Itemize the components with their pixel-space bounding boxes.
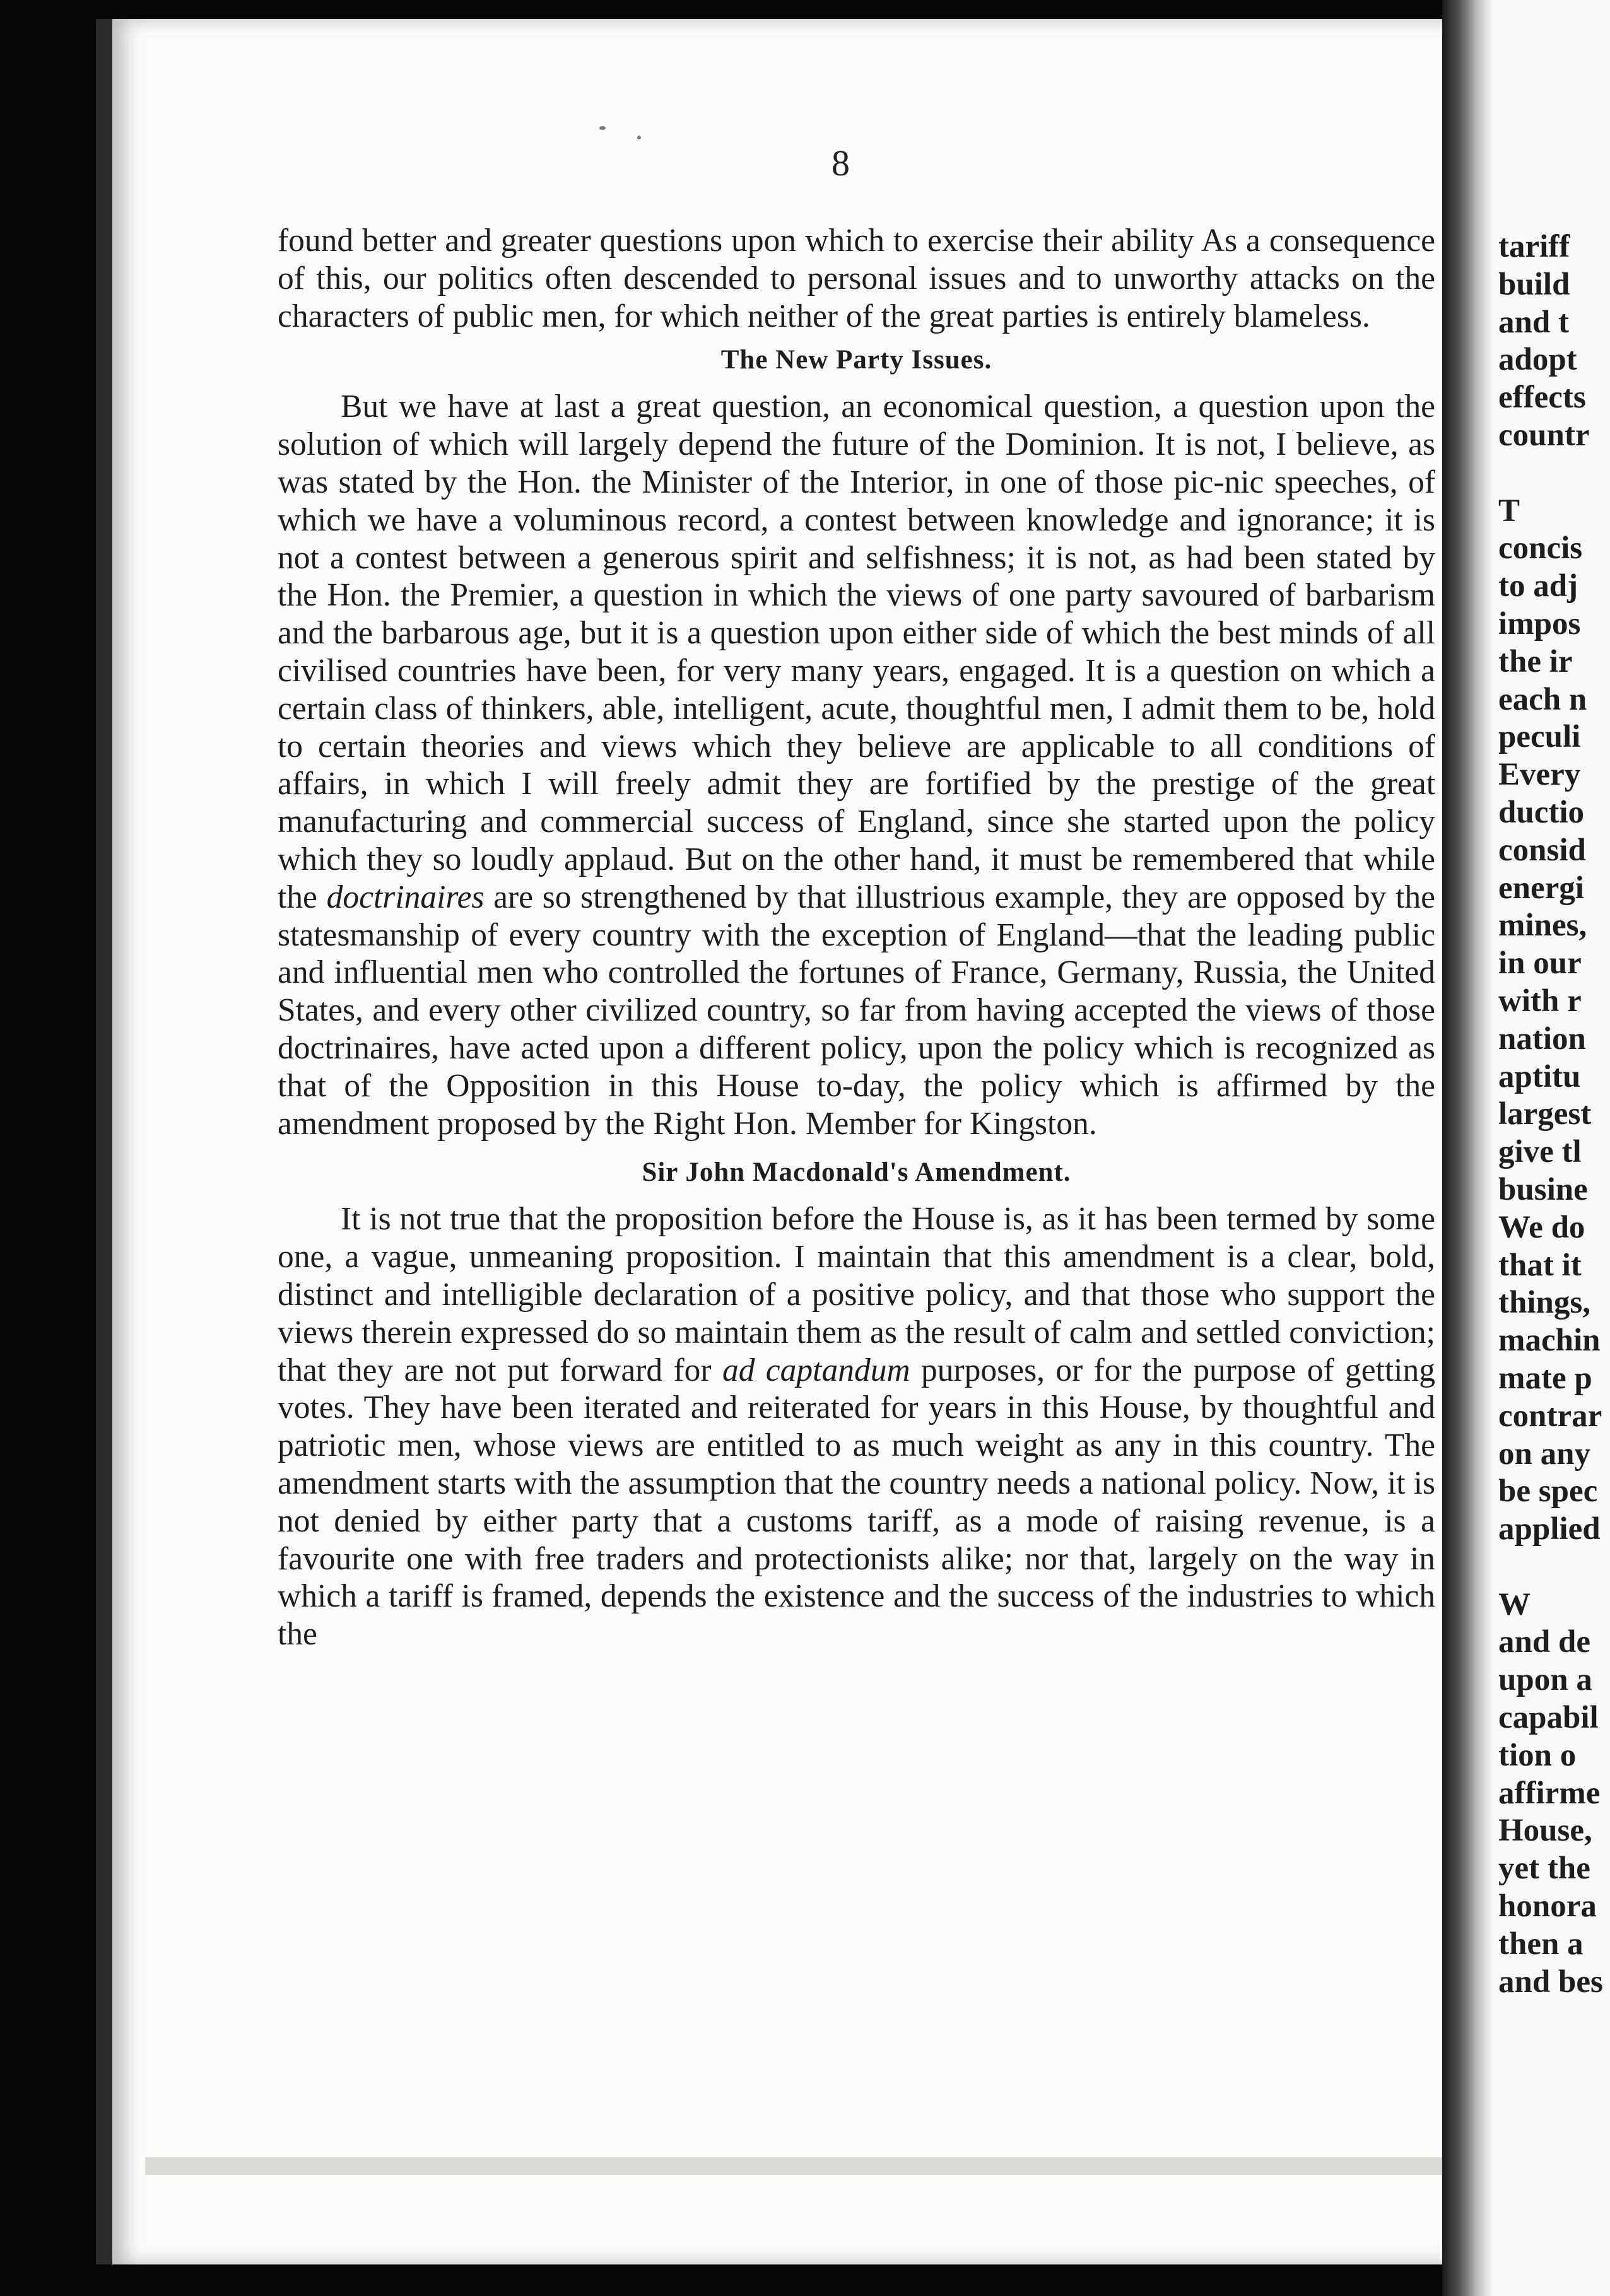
right-page-line: that it: [1498, 1247, 1582, 1283]
page-speck: [599, 126, 606, 130]
section-heading-new-party-issues: The New Party Issues.: [720, 345, 992, 375]
right-page-line: in our: [1498, 946, 1582, 981]
right-page-line: on any: [1498, 1436, 1590, 1472]
right-page-line: honora: [1498, 1889, 1597, 1924]
right-page-line: tion o: [1498, 1737, 1577, 1773]
right-page-line: We do: [1498, 1209, 1585, 1245]
right-page-line: give tl: [1498, 1134, 1582, 1170]
right-page-line: aptitu: [1498, 1058, 1581, 1094]
paragraph-2-part-a: But we have at last a great question, an economical question, a question upon the solution of which will largely depend the future of the Dominion. It is not, I believe, as was stated by the Hon. the Minister of the Interior, in one of those pic-nic speeches, of which we have a voluminous record, a contest between knowledge and ignorance; it is not a contest between a generous spirit and selfishness; it is not, as had been stated by the Hon. the Premier, a question in which the views of one party savoured of barbarism and the barbarous age, but it is a question upon either side of which the best minds of all civilised countries have been, for very many years, engaged. It is a question on which a certain class of thinkers, able, intelligent, acute, thoughtful men, I admit them to be, hold to certain theories and views which they believe are applicable to all conditions of affairs, in which I will freely admit they are fortified by the prestige of the great manufacturing and commercial success of England, since she started upon the policy which they so loudly applaud. But on the other hand, it must be remembered that while the: [278, 389, 1435, 915]
right-page-line: House,: [1498, 1813, 1592, 1849]
right-page-line: impos: [1498, 606, 1581, 641]
right-page-line: and de: [1498, 1624, 1590, 1660]
right-page-text: [1498, 228, 1603, 2001]
right-page-line: applied: [1498, 1511, 1601, 1547]
right-page-line: T: [1498, 493, 1520, 529]
paragraph-3: [278, 1200, 1435, 1653]
right-page-line: and bes: [1498, 1964, 1603, 2000]
right-page-line: affirme: [1498, 1775, 1601, 1811]
right-page-line: to adj: [1498, 568, 1578, 604]
right-page-line: adopt: [1498, 342, 1577, 378]
paragraph-2-part-b: are so strengthened by that illustrious example, they are opposed by the statesmanship of every country with the exception of England—that the leading public and influential men who controlled the fortunes of France, Germany, Russia, the United States, and every other civilized country, so far from having accepted the views of those doctrinaires, have acted upon a different policy, upon the policy which is recognized as that of the Opposition in this House to-day, the policy which is affirmed by the amendment proposed by the Right Hon. Member for Kingston.: [278, 879, 1436, 1142]
right-page-line: nation: [1498, 1021, 1586, 1057]
right-page-line: upon a: [1498, 1662, 1592, 1698]
right-page-line: W: [1498, 1586, 1531, 1622]
page-number: 8: [831, 143, 850, 184]
right-page-line: concis: [1498, 530, 1583, 566]
right-page-line: consid: [1498, 832, 1586, 868]
right-page-line: the ir: [1498, 643, 1573, 679]
right-page-line: [1498, 455, 1603, 493]
page-speck: [637, 136, 641, 139]
right-page-line: countr: [1498, 417, 1590, 453]
right-page-line: build: [1498, 266, 1570, 302]
right-page-line: contrar: [1498, 1398, 1602, 1434]
right-page-line: each n: [1498, 681, 1587, 717]
right-page-line: peculi: [1498, 719, 1581, 755]
right-page-line: mines,: [1498, 908, 1587, 944]
right-page-line: [1498, 1549, 1603, 1586]
right-page-line: yet the: [1498, 1851, 1590, 1887]
right-page-line: Every: [1498, 757, 1581, 793]
book-gutter: [1442, 0, 1493, 2296]
italic-doctrinaires: doctrinaires: [326, 879, 485, 915]
right-page-line: mate p: [1498, 1360, 1592, 1396]
right-page-line: things,: [1498, 1285, 1590, 1321]
right-page-line: be spec: [1498, 1473, 1598, 1509]
paragraph-2: [278, 388, 1435, 1142]
right-page-line: and t: [1498, 304, 1569, 340]
right-page-line: then a: [1498, 1926, 1584, 1962]
right-page-line: energi: [1498, 870, 1584, 906]
page-body: [278, 222, 1435, 1653]
right-page-line: capabil: [1498, 1700, 1599, 1736]
paragraph-1: found better and greater questions upon which to exercise their ability As a consequence of this, our politics often descended to personal issues and to unworthy attacks on the characters of public men, for which neither of the great parties is entirely blameless.: [278, 223, 1435, 334]
right-page-line: machin: [1498, 1323, 1601, 1359]
right-page-line: effects: [1498, 380, 1586, 416]
right-page-line: busine: [1498, 1171, 1588, 1207]
right-page-line: with r: [1498, 983, 1582, 1019]
italic-ad-captandum: ad captandum: [722, 1352, 910, 1388]
paragraph-3-part-b: purposes, or for the purpose of getting votes. They have been iterated and reiterated for years in this House, by thoughtful and patriotic men, whose views are entitled to as much weight as any in this country. The amendment starts with the assumption that the country needs a national policy. Now, it is not denied by either party that a customs tariff, as a mode of raising revenue, is a favourite one with free traders and protectionists alike; nor that, largely on the way in which a tariff is framed, depends the existence and the success of the industries to which the: [278, 1352, 1435, 1653]
paragraph-3-part-a: It is not true that the proposition before the House is, as it has been termed by some one, a vague, unmeaning proposition. I maintain that this amendment is a clear, bold, distinct and intelligible declaration of a positive policy, and that those who support the views therein expressed do so maintain them as the result of calm and settled conviction; that they are not put forward for: [278, 1201, 1435, 1388]
section-heading-macdonald-amendment: Sir John Macdonald's Amendment.: [642, 1157, 1071, 1188]
right-page-line: ductio: [1498, 794, 1585, 830]
page-edge: [145, 2157, 1457, 2175]
right-page-line: tariff: [1498, 229, 1570, 264]
right-page-line: largest: [1498, 1096, 1592, 1132]
